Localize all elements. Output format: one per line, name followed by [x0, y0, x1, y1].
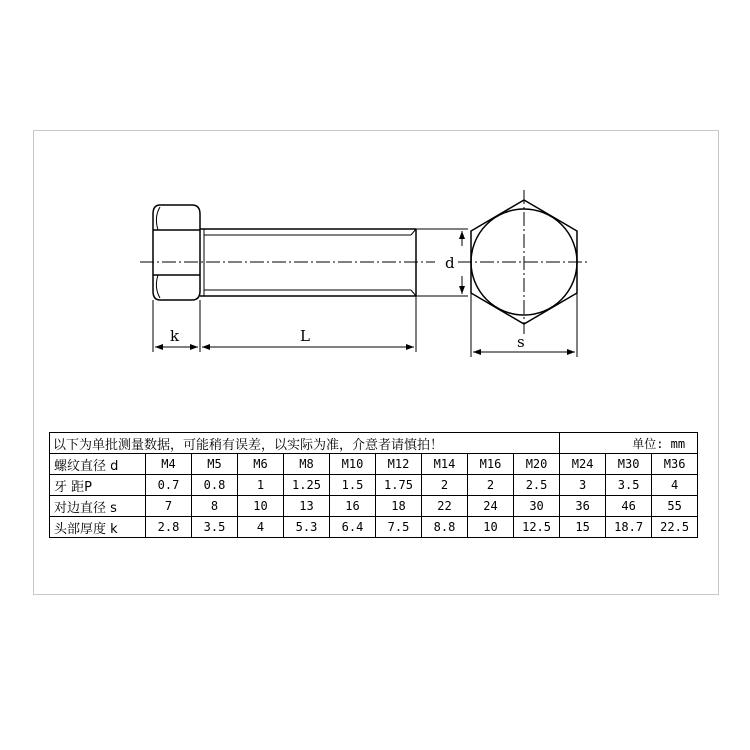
table-cell: M4 [146, 454, 192, 475]
table-cell: 1 [238, 475, 284, 496]
table-cell: 24 [468, 496, 514, 517]
table-cell: 2.5 [514, 475, 560, 496]
label-k: k [170, 327, 180, 345]
table-cell: 16 [330, 496, 376, 517]
label-s: s [517, 333, 525, 351]
table-cell: 3.5 [606, 475, 652, 496]
table-cell: 7.5 [376, 517, 422, 538]
label-d: d [445, 254, 455, 272]
table-cell: M12 [376, 454, 422, 475]
table-cell: M30 [606, 454, 652, 475]
table-cell: 0.8 [192, 475, 238, 496]
unit-label: 单位: mm [560, 433, 698, 454]
table-cell: M36 [652, 454, 698, 475]
table-cell: 30 [514, 496, 560, 517]
table-cell: M10 [330, 454, 376, 475]
table-row [50, 496, 698, 517]
table-cell: 8 [192, 496, 238, 517]
table-row [50, 475, 698, 496]
table-cell: 13 [284, 496, 330, 517]
table-row [50, 454, 698, 475]
spec-table [49, 432, 698, 538]
table-cell: M24 [560, 454, 606, 475]
table-cell: 10 [238, 496, 284, 517]
notice-text: 以下为单批测量数据，可能稍有误差，以实际为准，介意者请慎拍！ [50, 433, 560, 454]
notice-row [50, 433, 698, 454]
row-label: 头部厚度 k [50, 517, 146, 538]
spec-body [50, 454, 698, 538]
table-cell: 0.7 [146, 475, 192, 496]
table-cell: 4 [652, 475, 698, 496]
table-cell: 2 [422, 475, 468, 496]
table-cell: 7 [146, 496, 192, 517]
label-L: L [300, 327, 310, 345]
table-cell: 18.7 [606, 517, 652, 538]
table-cell: 22.5 [652, 517, 698, 538]
table-cell: M20 [514, 454, 560, 475]
row-label: 螺纹直径 d [50, 454, 146, 475]
table-cell: 1.5 [330, 475, 376, 496]
table-cell: 1.25 [284, 475, 330, 496]
table-cell: 46 [606, 496, 652, 517]
table-cell: M8 [284, 454, 330, 475]
table-cell: M6 [238, 454, 284, 475]
table-row [50, 517, 698, 538]
bolt-head-side [153, 205, 200, 300]
table-cell: 15 [560, 517, 606, 538]
table-cell: M5 [192, 454, 238, 475]
table-cell: 36 [560, 496, 606, 517]
row-label: 牙 距P [50, 475, 146, 496]
table-cell: 2.8 [146, 517, 192, 538]
table-cell: 10 [468, 517, 514, 538]
table-cell: 55 [652, 496, 698, 517]
table-cell: M14 [422, 454, 468, 475]
row-label: 对边直径 s [50, 496, 146, 517]
table-cell: 2 [468, 475, 514, 496]
table-cell: 8.8 [422, 517, 468, 538]
table-cell: 18 [376, 496, 422, 517]
table-cell: 5.3 [284, 517, 330, 538]
table-cell: M16 [468, 454, 514, 475]
table-cell: 12.5 [514, 517, 560, 538]
table-cell: 3.5 [192, 517, 238, 538]
table-cell: 6.4 [330, 517, 376, 538]
table-cell: 1.75 [376, 475, 422, 496]
table-cell: 3 [560, 475, 606, 496]
table-cell: 22 [422, 496, 468, 517]
table-cell: 4 [238, 517, 284, 538]
